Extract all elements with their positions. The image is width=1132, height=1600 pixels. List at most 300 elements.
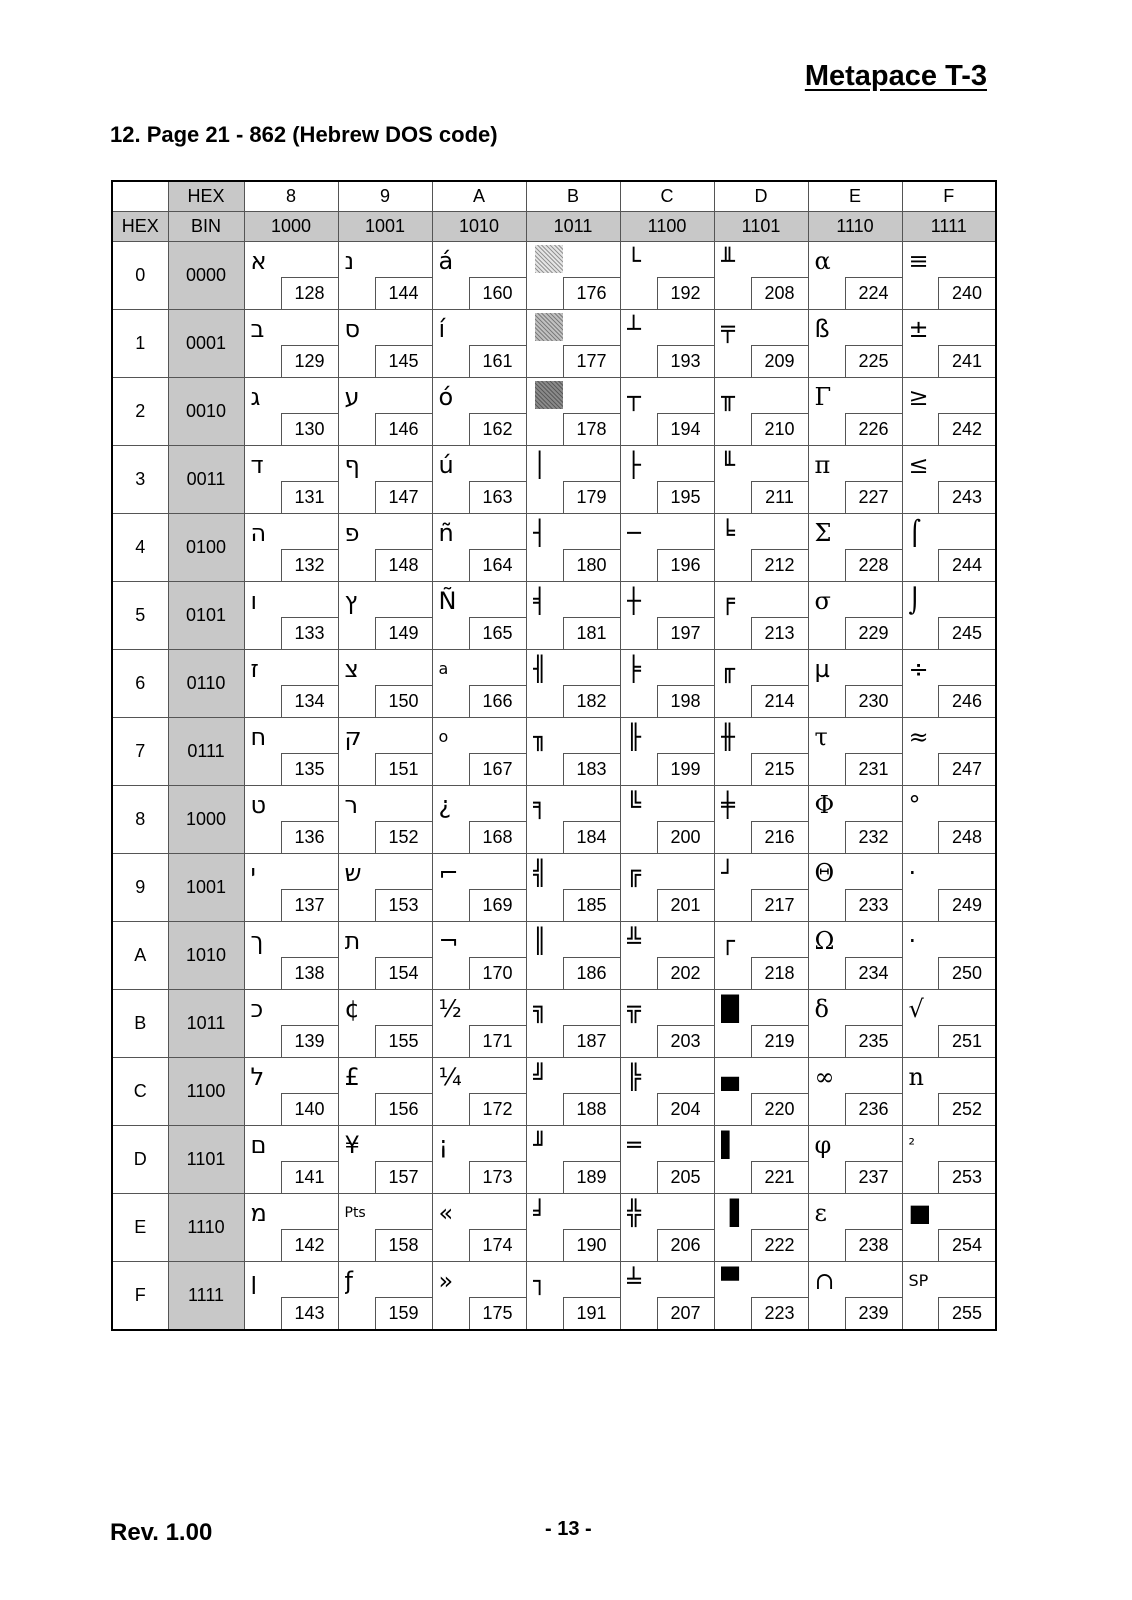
char-code: 231	[845, 753, 902, 785]
char-code: 238	[845, 1229, 902, 1261]
char-glyph: פ	[344, 519, 360, 547]
column-bin-header: 1010	[432, 212, 526, 242]
char-code: 166	[469, 685, 526, 717]
char-glyph: Φ	[814, 791, 835, 819]
char-code: 169	[469, 889, 526, 921]
char-code: 226	[845, 413, 902, 445]
char-cell	[620, 1058, 714, 1126]
char-glyph: ╧	[626, 1267, 641, 1295]
char-code: 205	[657, 1161, 714, 1193]
char-cell	[902, 990, 996, 1058]
char-cell	[902, 1058, 996, 1126]
char-code: 220	[751, 1093, 808, 1125]
char-glyph	[533, 380, 577, 414]
char-cell	[620, 446, 714, 514]
char-code: 171	[469, 1025, 526, 1057]
char-glyph: ╖	[532, 723, 547, 751]
char-glyph: ╙	[720, 451, 735, 479]
char-cell	[244, 1058, 338, 1126]
row-bin: 1110	[168, 1194, 244, 1262]
table-row	[112, 1194, 996, 1262]
row-bin: 1011	[168, 990, 244, 1058]
char-code: 255	[938, 1297, 995, 1329]
char-code: 197	[657, 617, 714, 649]
table-row	[112, 446, 996, 514]
char-code: 132	[281, 549, 338, 581]
char-cell	[526, 242, 620, 310]
char-glyph: ═	[626, 1131, 641, 1159]
char-glyph: ץ	[344, 587, 358, 615]
char-cell	[244, 310, 338, 378]
char-code: 209	[751, 345, 808, 377]
char-cell	[714, 650, 808, 718]
char-glyph: נ	[344, 247, 355, 275]
char-code: 183	[563, 753, 620, 785]
char-code: 206	[657, 1229, 714, 1261]
char-code: 187	[563, 1025, 620, 1057]
char-cell	[902, 854, 996, 922]
char-glyph: ─	[626, 519, 641, 547]
char-cell	[902, 582, 996, 650]
char-code: 214	[751, 685, 808, 717]
char-glyph: a	[438, 659, 449, 678]
char-cell	[714, 582, 808, 650]
char-glyph: ╗	[532, 995, 547, 1023]
char-code: 204	[657, 1093, 714, 1125]
char-cell	[526, 922, 620, 990]
char-glyph: √	[908, 995, 924, 1023]
char-code: 156	[375, 1093, 432, 1125]
column-bin-header: 1000	[244, 212, 338, 242]
char-cell	[526, 1126, 620, 1194]
char-glyph: π	[814, 451, 831, 479]
char-code: 146	[375, 413, 432, 445]
char-cell	[432, 854, 526, 922]
char-cell	[902, 310, 996, 378]
char-glyph: ט	[250, 791, 267, 819]
char-glyph: ╬	[626, 1199, 641, 1227]
row-bin: 0111	[168, 718, 244, 786]
char-code: 234	[845, 957, 902, 989]
char-code: 173	[469, 1161, 526, 1193]
char-code: 177	[563, 345, 620, 377]
char-code: 130	[281, 413, 338, 445]
row-hex: E	[112, 1194, 168, 1262]
char-cell	[714, 1262, 808, 1331]
char-glyph: ∞	[814, 1063, 835, 1091]
char-code: 168	[469, 821, 526, 853]
table-row	[112, 310, 996, 378]
char-code: 185	[563, 889, 620, 921]
char-cell	[432, 310, 526, 378]
char-code: 131	[281, 481, 338, 513]
char-glyph: ╤	[720, 315, 735, 343]
char-code: 139	[281, 1025, 338, 1057]
char-code: 192	[657, 277, 714, 309]
char-glyph: ▐	[720, 1199, 739, 1227]
char-glyph: ╠	[626, 1063, 641, 1091]
char-code: 174	[469, 1229, 526, 1261]
column-hex-header: B	[526, 181, 620, 212]
char-cell	[714, 922, 808, 990]
row-bin: 0001	[168, 310, 244, 378]
char-cell	[432, 990, 526, 1058]
char-cell	[244, 1126, 338, 1194]
char-code: 212	[751, 549, 808, 581]
char-code: 147	[375, 481, 432, 513]
char-code: 179	[563, 481, 620, 513]
char-code: 144	[375, 277, 432, 309]
row-hex: F	[112, 1262, 168, 1331]
char-code: 154	[375, 957, 432, 989]
table-row	[112, 514, 996, 582]
char-cell	[244, 990, 338, 1058]
char-cell	[244, 718, 338, 786]
char-cell	[714, 378, 808, 446]
char-cell	[902, 1126, 996, 1194]
table-row	[112, 718, 996, 786]
char-code: 150	[375, 685, 432, 717]
char-code: 186	[563, 957, 620, 989]
char-glyph: ╛	[532, 1199, 547, 1227]
char-glyph: ך	[250, 927, 264, 955]
char-cell	[338, 310, 432, 378]
char-glyph: ²	[908, 1135, 915, 1154]
char-code: 252	[938, 1093, 995, 1125]
char-glyph: ≡	[908, 247, 929, 275]
char-cell	[808, 1262, 902, 1331]
char-glyph: ג	[250, 383, 261, 411]
char-glyph: ¢	[344, 995, 360, 1023]
char-cell	[620, 1262, 714, 1331]
table-row	[112, 854, 996, 922]
char-code: 235	[845, 1025, 902, 1057]
column-bin-header: 1110	[808, 212, 902, 242]
document-title: Metapace T-3	[804, 60, 987, 92]
char-cell	[808, 242, 902, 310]
char-cell	[620, 582, 714, 650]
char-code: 195	[657, 481, 714, 513]
char-code: 200	[657, 821, 714, 853]
char-cell	[526, 718, 620, 786]
char-code: 228	[845, 549, 902, 581]
char-glyph: ╢	[532, 655, 547, 683]
char-code: 193	[657, 345, 714, 377]
char-cell	[620, 1126, 714, 1194]
char-cell	[338, 1262, 432, 1331]
char-cell	[338, 1126, 432, 1194]
char-code: 247	[938, 753, 995, 785]
table-row	[112, 378, 996, 446]
char-cell	[432, 446, 526, 514]
char-glyph: ת	[344, 927, 361, 955]
char-glyph: └	[626, 247, 641, 275]
char-glyph: ז	[250, 655, 259, 683]
char-cell	[338, 514, 432, 582]
char-cell	[808, 922, 902, 990]
char-cell	[808, 990, 902, 1058]
char-cell	[526, 854, 620, 922]
char-code: 148	[375, 549, 432, 581]
char-cell	[620, 854, 714, 922]
char-cell	[620, 514, 714, 582]
char-glyph: ╔	[626, 859, 641, 887]
char-cell	[338, 650, 432, 718]
footer-page-number: - 13 -	[545, 1518, 592, 1540]
char-glyph: σ	[814, 587, 831, 615]
char-cell	[902, 1262, 996, 1331]
row-bin: 1001	[168, 854, 244, 922]
char-glyph: ß	[814, 315, 830, 343]
char-code: 230	[845, 685, 902, 717]
char-cell	[526, 378, 620, 446]
header-hex-label: HEX	[168, 181, 244, 212]
char-glyph: י	[250, 859, 256, 887]
column-bin-header: 1111	[902, 212, 996, 242]
char-code: 199	[657, 753, 714, 785]
char-code: 219	[751, 1025, 808, 1057]
row-hex: D	[112, 1126, 168, 1194]
char-cell	[714, 1126, 808, 1194]
char-code: 152	[375, 821, 432, 853]
char-glyph: £	[344, 1063, 360, 1091]
table-row	[112, 1058, 996, 1126]
char-glyph: ╝	[532, 1063, 547, 1091]
char-code: 236	[845, 1093, 902, 1125]
char-glyph: Σ	[814, 519, 832, 547]
char-code: 223	[751, 1297, 808, 1329]
row-hex: B	[112, 990, 168, 1058]
char-cell	[526, 1058, 620, 1126]
char-code: 241	[938, 345, 995, 377]
char-glyph: ╪	[720, 791, 735, 819]
char-cell	[338, 378, 432, 446]
char-cell	[526, 310, 620, 378]
char-glyph: ╒	[720, 587, 735, 615]
char-cell	[526, 786, 620, 854]
char-glyph: ¿	[438, 791, 452, 819]
char-cell	[808, 854, 902, 922]
row-hex: 1	[112, 310, 168, 378]
char-code: 254	[938, 1229, 995, 1261]
char-glyph: ±	[908, 315, 929, 343]
char-cell	[808, 446, 902, 514]
char-cell	[620, 718, 714, 786]
column-hex-header: F	[902, 181, 996, 212]
char-cell	[714, 786, 808, 854]
table-row	[112, 786, 996, 854]
char-code: 201	[657, 889, 714, 921]
char-code: 175	[469, 1297, 526, 1329]
header-blank-cell	[112, 181, 168, 212]
char-glyph: ¼	[438, 1063, 462, 1091]
row-hex: 9	[112, 854, 168, 922]
column-hex-header: A	[432, 181, 526, 212]
char-glyph: ה	[250, 519, 267, 547]
column-bin-header: 1101	[714, 212, 808, 242]
table-row	[112, 582, 996, 650]
char-cell	[244, 242, 338, 310]
char-code: 239	[845, 1297, 902, 1329]
row-hex: 2	[112, 378, 168, 446]
char-cell	[244, 378, 338, 446]
char-code: 138	[281, 957, 338, 989]
char-glyph: ד	[250, 451, 264, 479]
character-code-table	[111, 180, 997, 1331]
char-glyph: ╨	[720, 247, 735, 275]
char-code: 128	[281, 277, 338, 309]
char-glyph: τ	[814, 723, 828, 751]
char-glyph: ┘	[720, 859, 735, 887]
char-cell	[714, 1058, 808, 1126]
char-glyph: ├	[626, 451, 641, 479]
char-code: 229	[845, 617, 902, 649]
char-code: 224	[845, 277, 902, 309]
table-row	[112, 922, 996, 990]
char-cell	[714, 718, 808, 786]
row-bin: 0110	[168, 650, 244, 718]
char-glyph: Θ	[814, 859, 835, 887]
char-code: 196	[657, 549, 714, 581]
char-cell	[808, 582, 902, 650]
char-code: 172	[469, 1093, 526, 1125]
row-bin-label: BIN	[168, 212, 244, 242]
row-hex: C	[112, 1058, 168, 1126]
char-glyph: ┴	[626, 315, 641, 343]
char-cell	[244, 1262, 338, 1331]
char-code: 134	[281, 685, 338, 717]
char-cell	[338, 242, 432, 310]
char-glyph: ┌	[720, 927, 735, 955]
char-cell	[902, 446, 996, 514]
char-cell	[244, 786, 338, 854]
char-cell	[902, 922, 996, 990]
char-glyph: ┤	[532, 519, 547, 547]
char-glyph: ╚	[626, 791, 641, 819]
char-code: 180	[563, 549, 620, 581]
char-cell	[714, 514, 808, 582]
char-glyph: ú	[438, 451, 454, 479]
char-cell	[808, 718, 902, 786]
column-bin-header: 1100	[620, 212, 714, 242]
char-glyph: ¡	[438, 1131, 449, 1159]
footer-revision: Rev. 1.00	[110, 1519, 213, 1546]
char-glyph: ▄	[720, 1063, 739, 1091]
char-cell	[338, 582, 432, 650]
char-cell	[526, 582, 620, 650]
row-bin: 1010	[168, 922, 244, 990]
char-glyph: ∩	[814, 1267, 835, 1295]
char-code: 145	[375, 345, 432, 377]
char-cell	[902, 650, 996, 718]
char-code: 176	[563, 277, 620, 309]
char-code: 153	[375, 889, 432, 921]
char-cell	[620, 650, 714, 718]
char-cell	[432, 1126, 526, 1194]
char-glyph: ╕	[532, 791, 547, 819]
char-glyph: ƒ	[344, 1267, 353, 1295]
row-bin: 0101	[168, 582, 244, 650]
char-cell	[338, 1058, 432, 1126]
char-glyph: ╦	[626, 995, 641, 1023]
char-cell	[902, 514, 996, 582]
char-cell	[432, 378, 526, 446]
char-cell	[808, 378, 902, 446]
char-cell	[338, 922, 432, 990]
char-code: 157	[375, 1161, 432, 1193]
char-code: 129	[281, 345, 338, 377]
char-cell	[526, 650, 620, 718]
row-hex: 4	[112, 514, 168, 582]
char-code: 170	[469, 957, 526, 989]
char-glyph: מ	[250, 1199, 267, 1227]
char-glyph: Pts	[344, 1205, 366, 1221]
char-glyph	[533, 244, 577, 278]
char-glyph: ┼	[626, 587, 641, 615]
char-glyph: ╫	[720, 723, 735, 751]
column-hex-header: E	[808, 181, 902, 212]
char-code: 251	[938, 1025, 995, 1057]
char-cell	[244, 514, 338, 582]
char-cell	[432, 1262, 526, 1331]
char-code: 245	[938, 617, 995, 649]
row-bin: 1101	[168, 1126, 244, 1194]
char-glyph: ┐	[532, 1267, 547, 1295]
char-cell	[808, 786, 902, 854]
char-code: 149	[375, 617, 432, 649]
char-cell	[244, 446, 338, 514]
char-cell	[808, 514, 902, 582]
char-glyph: ע	[344, 383, 360, 411]
char-code: 191	[563, 1297, 620, 1329]
row-hex: 6	[112, 650, 168, 718]
char-glyph: Γ	[814, 383, 832, 411]
char-code: 248	[938, 821, 995, 853]
char-code: 222	[751, 1229, 808, 1261]
char-glyph: ח	[250, 723, 267, 751]
char-cell	[620, 1194, 714, 1262]
char-code: 159	[375, 1297, 432, 1329]
char-code: 164	[469, 549, 526, 581]
char-glyph: µ	[814, 655, 830, 683]
char-code: 143	[281, 1297, 338, 1329]
char-code: 155	[375, 1025, 432, 1057]
char-cell	[432, 786, 526, 854]
char-glyph: á	[438, 247, 454, 275]
char-glyph: ñ	[438, 519, 454, 547]
char-glyph: ╓	[720, 655, 735, 683]
char-cell	[902, 786, 996, 854]
char-code: 133	[281, 617, 338, 649]
char-code: 221	[751, 1161, 808, 1193]
char-glyph: ▌	[720, 1131, 739, 1159]
char-glyph: n	[908, 1063, 924, 1091]
char-cell	[620, 922, 714, 990]
column-hex-header: 9	[338, 181, 432, 212]
char-glyph: ר	[344, 791, 359, 819]
row-bin: 1111	[168, 1262, 244, 1331]
char-glyph: ╜	[532, 1131, 547, 1159]
char-cell	[244, 582, 338, 650]
char-glyph: »	[438, 1267, 454, 1295]
char-code: 218	[751, 957, 808, 989]
column-hex-header: D	[714, 181, 808, 212]
char-cell	[808, 1058, 902, 1126]
char-code: 240	[938, 277, 995, 309]
char-glyph: ו	[250, 587, 258, 615]
char-cell	[620, 242, 714, 310]
char-code: 137	[281, 889, 338, 921]
